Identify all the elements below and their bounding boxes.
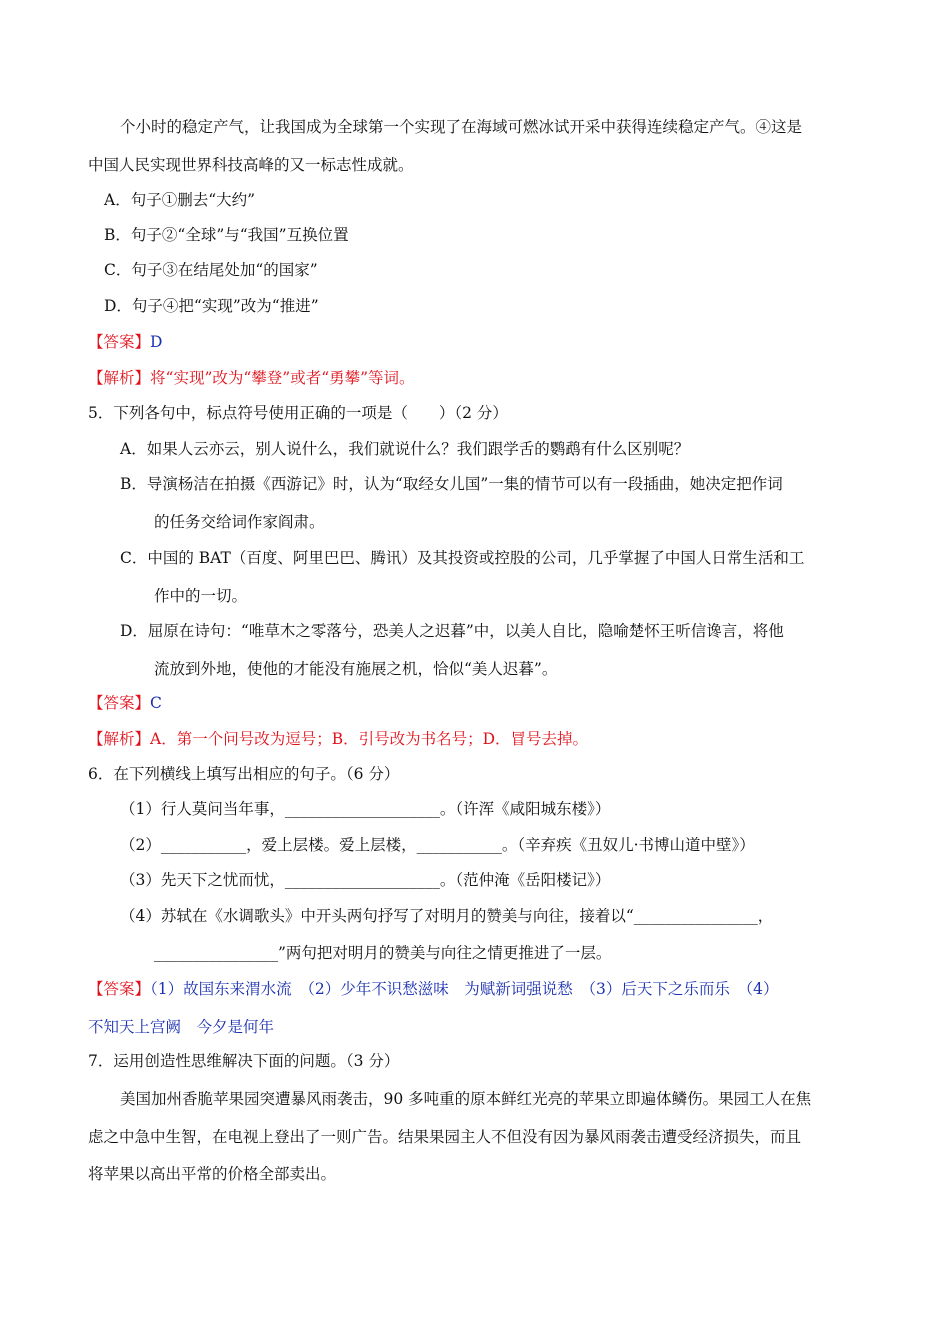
q4-option-c: C．句子③在结尾处加“的国家”: [104, 261, 318, 279]
q6-item-2: （2）___________，爱上层楼。爱上层楼，___________。（辛弃疾《丑奴儿·书博山道中壁》）: [120, 836, 755, 854]
q7-paragraph-line: 将苹果以高出平常的价格全部卖出。: [88, 1165, 337, 1183]
answer-tag: 【答案】: [88, 333, 151, 351]
passage-line: 中国人民实现世界科技高峰的又一标志性成就。: [88, 156, 414, 174]
q5-option-b-cont: 的任务交给词作家阎肃。: [154, 513, 325, 531]
q7-paragraph-line: 虑之中急中生智，在电视上登出了一则广告。结果果园主人不但没有因为暴风雨袭击遭受经济损失，而且: [88, 1128, 802, 1146]
q6-stem: 6．在下列横线上填写出相应的句子。（6 分）: [88, 765, 400, 783]
q5-option-d: D．屈原在诗句：“唯草木之零落兮，恐美人之迟暮”中，以美人自比，隐喻楚怀王听信谗言，将他: [120, 622, 784, 640]
q5-option-c: C．中国的 BAT（百度、阿里巴巴、腾讯）及其投资或控股的公司，几乎掌握了中国人日常生活和工: [120, 549, 805, 567]
q6-item-4: （4）苏轼在《水调歌头》中开头两句抒写了对明月的赞美与向往，接着以“________________，: [120, 907, 774, 925]
q5-option-c-cont: 作中的一切。: [154, 587, 248, 605]
answer-tag: 【答案】: [88, 694, 151, 712]
q4-analysis: [88, 367, 950, 389]
analysis-text: 将“实现”改为“攀登”或者“勇攀”等词。: [150, 369, 415, 387]
q5-stem: 5．下列各句中，标点符号使用正确的一项是（ ）（2 分）: [88, 404, 508, 422]
q4-option-d: D．句子④把“实现”改为“推进”: [104, 297, 319, 315]
analysis-tag: 【解析】: [88, 730, 151, 748]
q6-item-4-cont: ________________”两句把对明月的赞美与向往之情更推进了一层。: [154, 944, 612, 962]
q6-answer: [88, 978, 950, 1000]
q5-option-b: B．导演杨洁在拍摄《西游记》时，认为“取经女儿国”一集的情节可以有一段插曲，她决定把作词: [120, 475, 783, 493]
q6-answer-cont: 不知天上宫阙 今夕是何年: [88, 1018, 275, 1036]
q6-item-1: （1）行人莫问当年事，____________________。（许浑《咸阳城东楼》）: [120, 800, 611, 818]
answer-value: C: [150, 694, 162, 712]
q4-option-a: A．句子①删去“大约”: [104, 191, 256, 209]
q4-option-b: B．句子②“全球”与“我国”互换位置: [104, 226, 349, 244]
q5-option-d-cont: 流放到外地，使他的才能没有施展之机，恰似“美人迟暮”。: [154, 660, 558, 678]
analysis-tag: 【解析】: [88, 369, 151, 387]
q4-answer: [88, 331, 950, 353]
q7-stem: 7．运用创造性思维解决下面的问题。（3 分）: [88, 1052, 400, 1070]
q7-paragraph-line: 美国加州香脆苹果园突遭暴风雨袭击，90 多吨重的原本鲜红光亮的苹果立即遍体鳞伤。果园工人在焦: [120, 1090, 812, 1108]
answer-tag: 【答案】: [88, 980, 151, 998]
passage-line: 个小时的稳定产气，让我国成为全球第一个实现了在海域可燃冰试开采中获得连续稳定产气。④这是: [120, 118, 803, 136]
q5-answer: [88, 692, 950, 714]
answer-value: D: [150, 333, 163, 351]
answer-value: （1）故国东来渭水流 （2）少年不识愁滋味 为赋新词强说愁 （3）后天下之乐而乐 （4）: [150, 980, 779, 998]
q5-analysis: [88, 728, 950, 750]
analysis-text: A．第一个问号改为逗号；B．引号改为书名号；D．冒号去掉。: [150, 730, 589, 748]
q5-option-a: A．如果人云亦云，别人说什么，我们就说什么？我们跟学舌的鹦鹉有什么区别呢？: [120, 440, 690, 458]
q6-item-3: （3）先天下之忧而忧，____________________。（范仲淹《岳阳楼记》）: [120, 871, 611, 889]
